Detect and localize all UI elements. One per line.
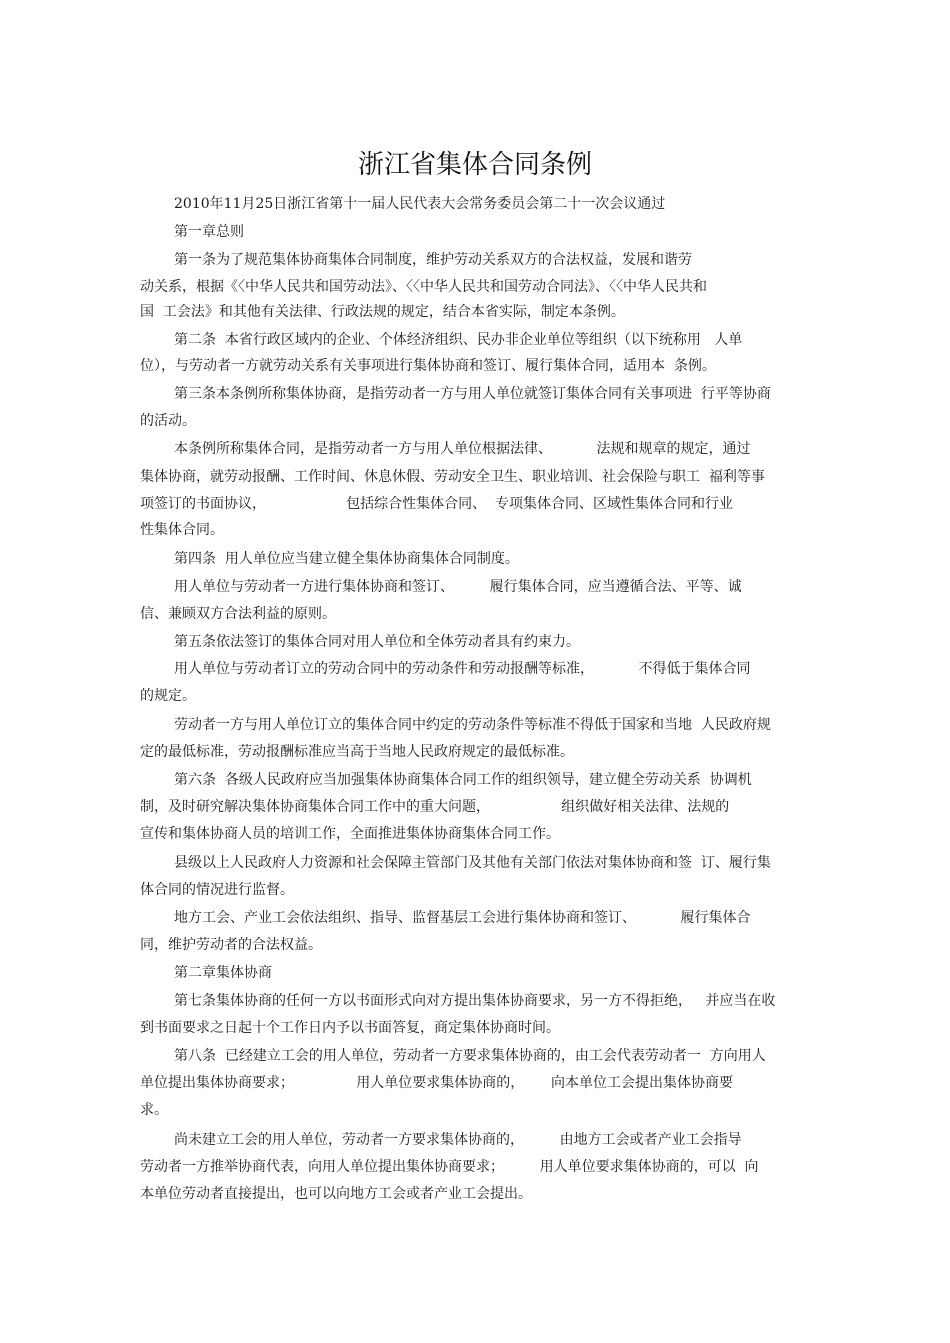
text-line: 求。 (140, 1102, 168, 1118)
text-line: 劳动者一方推举协商代表，向用人单位提出集体协商要求； 用人单位要求集体协商的，可以 向 (140, 1159, 759, 1175)
text-line: 本条例所称集体合同，是指劳动者一方与用人单位根据法律、 法规和规章的规定，通过 (174, 441, 751, 457)
text-line: 县级以上人民政府人力资源和社会保障主管部门及其他有关部门依法对集体协商和签 订、履行集 (174, 855, 771, 871)
text-line: 用人单位与劳动者订立的劳动合同中的劳动条件和劳动报酬等标准， 不得低于集体合同 (174, 661, 751, 677)
text-line: 第八条 已经建立工会的用人单位，劳动者一方要求集体协商的，由工会代表劳动者一 方向用人 (174, 1048, 766, 1064)
text-line: 单位提出集体协商要求； 用人单位要求集体协商的， 向本单位工会提出集体协商要 (140, 1075, 734, 1091)
chapter-heading: 第二章集体协商 (174, 965, 272, 981)
text-line: 第二条 本省行政区域内的企业、个体经济组织、民办非企业单位等组织（以下统称用 人单 (174, 332, 743, 348)
text-line: 制，及时研究解决集体协商集体合同工作中的重大问题， 组织做好相关法律、法规的 (140, 799, 730, 815)
text-line: 第一条为了规范集体协商集体合同制度，维护劳动关系双方的合法权益，发展和谐劳 (174, 252, 692, 268)
text-line: 集体协商，就劳动报酬、工作时间、休息休假、劳动安全卫生、职业培训、社会保险与职工 福利等事 (140, 469, 765, 485)
text-line: 同，维护劳动者的合法权益。 (140, 937, 322, 953)
text-line: 第五条依法签订的集体合同对用人单位和全体劳动者具有约束力。 (174, 634, 580, 650)
adoption-note: 2010年11月25日浙江省第十一届人民代表大会常务委员会第二十一次会议通过 (174, 196, 666, 212)
text-line: 体合同的情况进行监督。 (140, 882, 294, 898)
text-line: 地方工会、产业工会依法组织、指导、监督基层工会进行集体协商和签订、 履行集体合 (174, 910, 751, 926)
text-line: 的规定。 (140, 688, 196, 704)
text-line: 第四条 用人单位应当建立健全集体协商集体合同制度。 (174, 551, 519, 567)
text-line: 定的最低标准，劳动报酬标准应当高于当地人民政府规定的最低标准。 (140, 744, 574, 760)
document-title: 浙江省集体合同条例 (357, 150, 592, 180)
text-line: 宣传和集体协商人员的培训工作，全面推进集体协商集体合同工作。 (140, 826, 560, 842)
text-line: 项签订的书面协议， 包括综合性集体合同、 专项集体合同、区域性集体合同和行业 (140, 496, 734, 512)
text-line: 位），与劳动者一方就劳动关系有关事项进行集体协商和签订、履行集体合同，适用本 条例。 (140, 358, 716, 374)
text-line: 第六条 各级人民政府应当加强集体协商集体合同工作的组织领导，建立健全劳动关系 协调机 (174, 772, 752, 788)
text-line: 动关系，根据《〈中华人民共和国劳动法》、〈〈中华人民共和国劳动合同法》、〈〈中华人民共和 (140, 279, 707, 295)
text-line: 尚未建立工会的用人单位，劳动者一方要求集体协商的， 由地方工会或者产业工会指导 (174, 1132, 742, 1148)
text-line: 劳动者一方与用人单位订立的集体合同中约定的劳动条件等标准不得低于国家和当地 人民政府规 (174, 717, 771, 733)
text-line: 用人单位与劳动者一方进行集体协商和签订、 履行集体合同，应当遵循合法、平等、诚 (174, 579, 742, 595)
text-line: 到书面要求之日起十个工作日内予以书面答复，商定集体协商时间。 (140, 1020, 560, 1036)
chapter-heading: 第一章总则 (174, 224, 244, 240)
text-line: 第七条集体协商的任何一方以书面形式向对方提出集体协商要求，另一方不得拒绝， 并应当在收 (174, 993, 776, 1009)
text-line: 第三条本条例所称集体协商，是指劳动者一方与用人单位就签订集体合同有关事项进 行平等协商 (174, 386, 771, 402)
text-line: 信、兼顾双方合法利益的原则。 (140, 606, 336, 622)
text-line: 本单位劳动者直接提出，也可以向地方工会或者产业工会提出。 (140, 1186, 532, 1202)
text-line: 国 工会法》和其他有关法律、行政法规的规定，结合本省实际，制定本条例。 (140, 304, 625, 320)
text-line: 性集体合同。 (140, 522, 224, 538)
text-line: 的活动。 (140, 413, 196, 429)
